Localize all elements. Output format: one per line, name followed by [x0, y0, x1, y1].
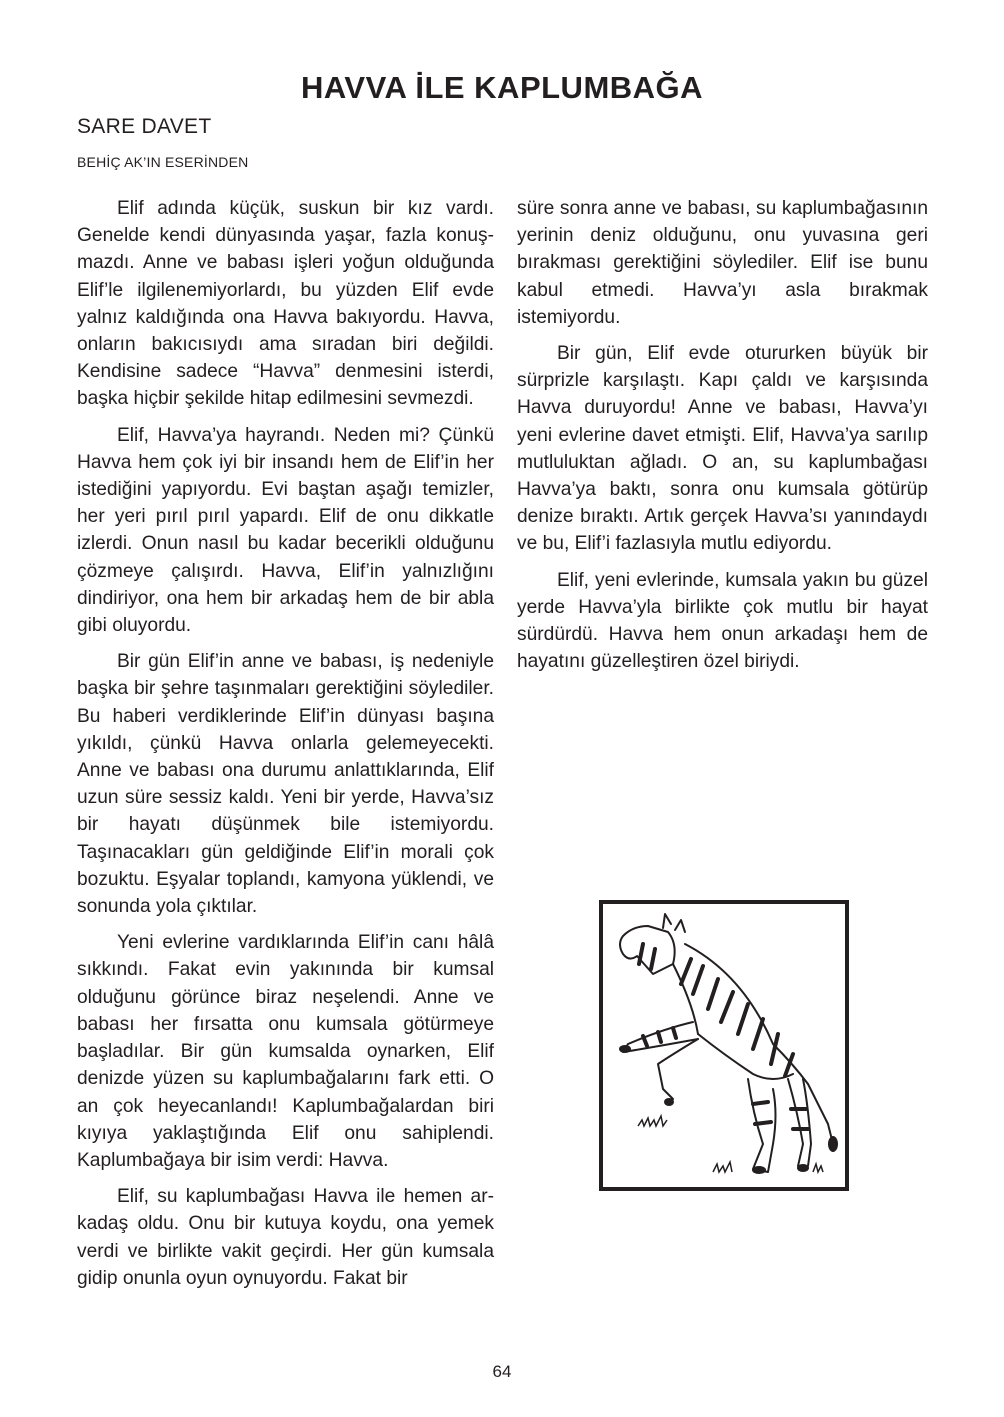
paragraph: Yeni evlerine vardıklarında Elif’in canı hâlâ sıkkındı. Fakat evin yakınında bir kumsal olduğunu görünce biraz neşelendi. Anne ve babası her fırsatta onu kumsala götürmeye başladılar. Bir gün kumsalda oynarken, Elif denizde yüzen su kaplumbağalarını fark etti. O an çok heyecanlandı! Kaplumbağalardan biri kıyıya yaklaştığında Elif onu sahiplendi. Kaplumbağaya bir isim verdi: Havva.	[77, 932, 494, 1171]
paragraph: Bir gün Elif’in anne ve babası, iş nedeniyle başka bir şehre taşınmaları gerektiğini söylediler. Bu haberi verdiklerinde Elif’in dünyası başına yıkıldı, çünkü Havva onlarla gelemeyecekti. Anne ve babası ona durumu anlattıklarında, Elif uzun süre sessiz kaldı. Yeni bir yerde, Havva’sız bir hayatı düşünmek bile istemiyordu. Taşınacakları gün geldiğinde Elif’in morali çok bozuktu. Eşyalar toplandı, kamyona yüklendi, ve sonunda yola çıktılar.	[77, 651, 494, 918]
page-number: 64	[492, 1362, 512, 1381]
zebra-illustration	[599, 900, 849, 1191]
left-column	[77, 195, 494, 1301]
paragraph: Elif, su kaplumbağası Havva ile hemen arkadaş oldu. Onu bir kutuya koydu, ona yemek verdi ve birlikte vakit geçirdi. Her gün kumsala gidip onunla oyun oynuyordu. Fakat bir	[77, 1186, 494, 1289]
paragraph: Bir gün, Elif evde otururken büyük bir sürprizle karşılaştı. Kapı çaldı ve karşısında Havva duruyordu! Anne ve babası, Havva’yı yeni evlerine davet etmişti. Elif, Havva’ya sarılıp mutluluktan ağladı. O an, su kaplumbağası Havva’ya baktı, sonra onu kumsala götürüp denize bıraktı. Artık gerçek Havva’sı yanındaydı ve bu, Elif’i fazlasıyla mutlu ediyordu.	[517, 343, 928, 555]
paragraph: Elif, Havva’ya hayrandı. Neden mi? Çünkü Havva hem çok iyi bir insandı hem de Elif’in her istediğini yapıyordu. Evi baştan aşağı temizler, her yeri pırıl pırıl yapardı. Elif de onu dikkatle izlerdi. Onun nasıl bu kadar becerikli olduğunu çözmeye çalışırdı. Havva, Elif’in yalnızlığını dindiriyor, ona hem bir arkadaş hem de bir abla gibi oluyordu.	[77, 424, 494, 637]
right-column	[517, 195, 928, 684]
paragraph: süre sonra anne ve babası, su kaplumbağasının yerinin deniz olduğunu, onu yuvasına geri bırakması gerektiğini söylediler. Elif ise bunu kabul etmedi. Havva’yı asla bırakmak istemiyordu.	[517, 198, 928, 328]
source-credit: BEHİÇ AK’IN ESERİNDEN	[77, 154, 249, 170]
paragraph: Elif adında küçük, suskun bir kız vardı. Genelde kendi dünyasında yaşar, fazla konuşmazdı. Anne ve babası işleri yoğun olduğunda Elif’le ilgilenemiyorlardı, bu yüzden Elif evde yalnız kaldığında ona Havva bakıyordu. Havva, onların bakıcısıydı ama sıradan biri değildi. Kendisine sadece “Havva” denmesini isterdi, başka hiçbir şekilde hitap edilmesini sevmezdi.	[77, 198, 494, 410]
zebra-drawing-icon	[603, 904, 845, 1187]
author-name: SARE DAVET	[77, 115, 212, 138]
paragraph: Elif, yeni evlerinde, kumsala yakın bu güzel yerde Havva’yla birlikte çok mutlu bir hayat sürdürdü. Havva hem onun arkadaşı hem de hayatını güzelleştiren özel biriydi.	[517, 569, 928, 673]
story-title: HAVVA İLE KAPLUMBAĞA	[300, 70, 704, 105]
